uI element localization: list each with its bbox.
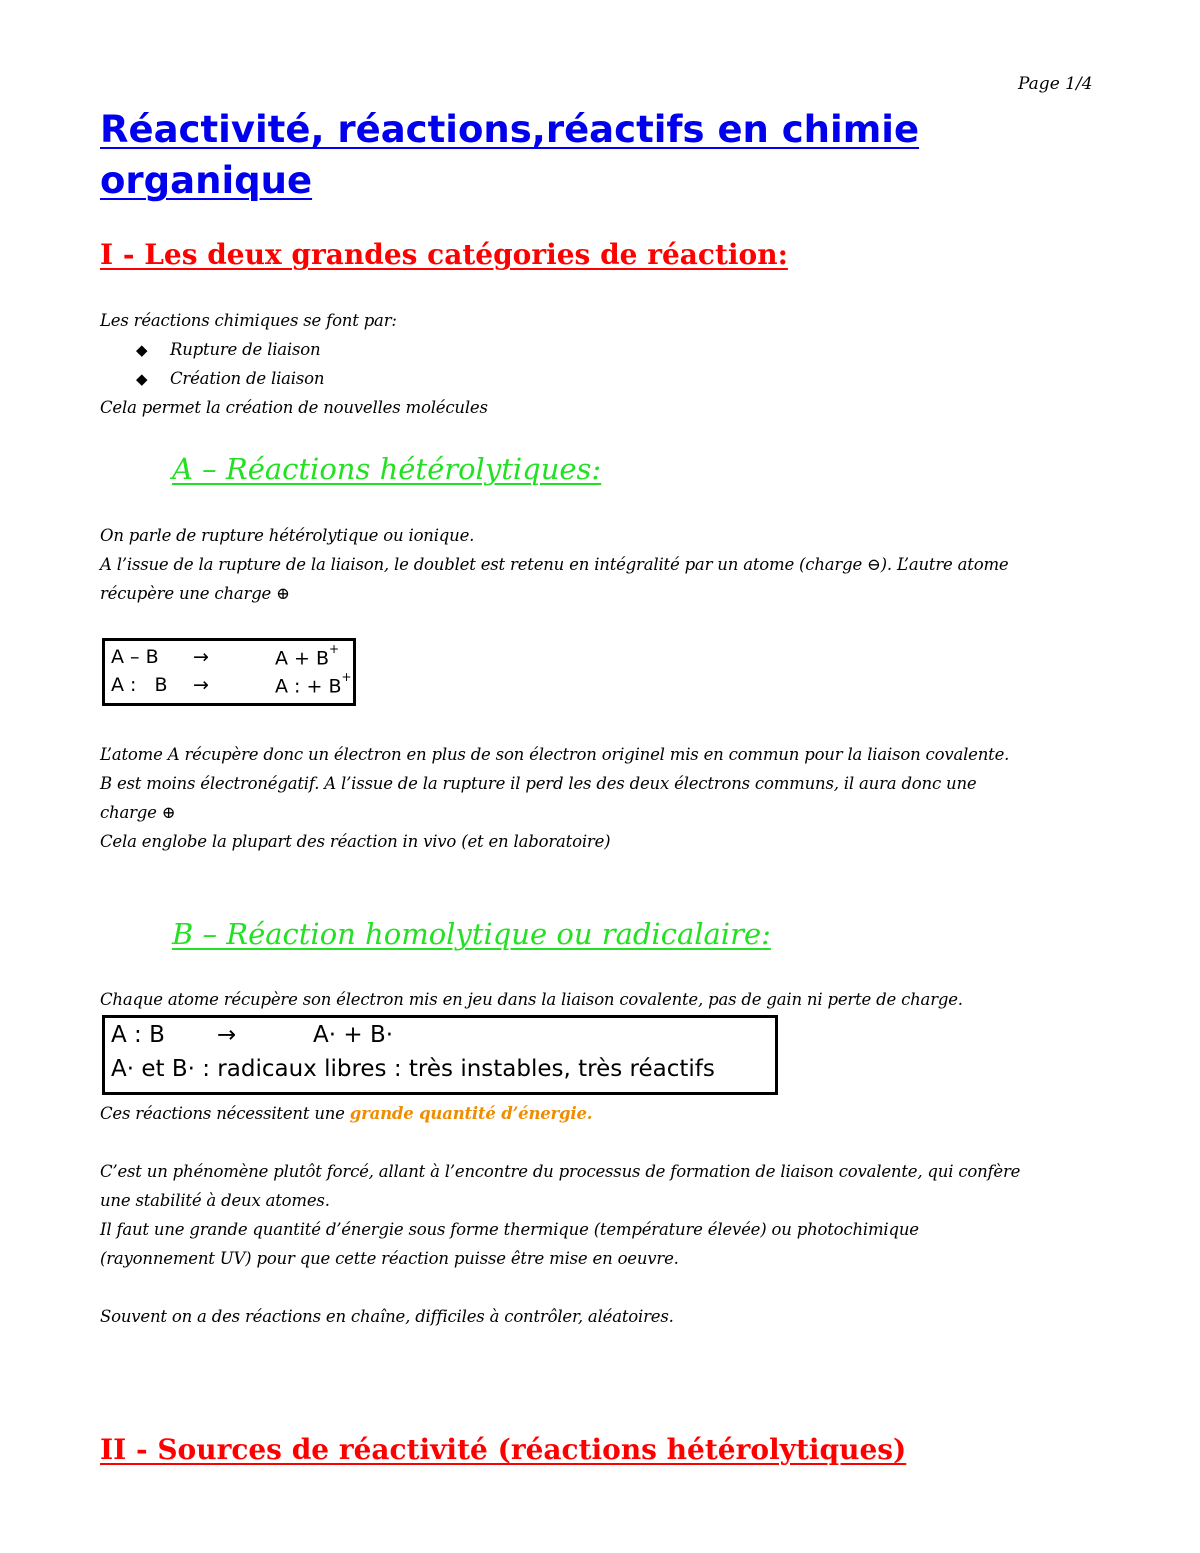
formula-row bbox=[105, 1056, 775, 1090]
list-item-label: Création de liaison bbox=[170, 369, 325, 388]
formula-lhs: A : B bbox=[111, 1022, 165, 1048]
formula-rhs-text: A + B bbox=[275, 647, 330, 670]
diamond-bullet-icon: ◆ bbox=[136, 370, 148, 388]
paragraph-text: Ces réactions nécessitent une bbox=[100, 1104, 350, 1123]
paragraph: une stabilité à deux atomes. bbox=[100, 1191, 330, 1210]
list-item bbox=[136, 335, 320, 365]
diamond-bullet-icon: ◆ bbox=[136, 341, 148, 359]
arrow-icon: → bbox=[193, 646, 209, 668]
paragraph: On parle de rupture hétérolytique ou ionique. bbox=[100, 526, 475, 545]
energy-highlight: grande quantité d’énergie. bbox=[349, 1104, 593, 1123]
paragraph bbox=[100, 1099, 592, 1128]
heterolytic-formula-box bbox=[102, 638, 356, 706]
section-2-heading: II - Sources de réactivité (réactions hétérolytiques) bbox=[100, 1433, 907, 1466]
intro-text: Les réactions chimiques se font par: bbox=[100, 311, 397, 330]
formula-row bbox=[105, 670, 353, 702]
section-1-heading: I - Les deux grandes catégories de réaction: bbox=[100, 238, 788, 271]
charge-superscript: + bbox=[341, 670, 352, 684]
formula-rhs: A· + B· bbox=[313, 1022, 394, 1048]
list-item-label: Rupture de liaison bbox=[170, 340, 321, 359]
formula-lhs: A – B bbox=[111, 646, 159, 668]
formula-description: A· et B· : radicaux libres : très instables, très réactifs bbox=[111, 1056, 715, 1082]
formula-rhs bbox=[275, 642, 340, 670]
paragraph: A l’issue de la rupture de la liaison, le doublet est retenu en intégralité par un atome (charge ⊖). L’autre atome bbox=[100, 555, 1009, 574]
subsection-a-heading: A – Réactions hétérolytiques: bbox=[172, 452, 602, 486]
formula-row bbox=[105, 1022, 775, 1056]
arrow-icon: → bbox=[193, 674, 209, 696]
arrow-icon: → bbox=[217, 1022, 237, 1048]
paragraph: charge ⊕ bbox=[100, 803, 176, 822]
formula-rhs bbox=[275, 670, 352, 698]
paragraph: L’atome A récupère donc un électron en plus de son électron originel mis en commun pour la liaison covalente. bbox=[100, 745, 1010, 764]
formula-lhs: A : B bbox=[111, 674, 168, 696]
paragraph: Souvent on a des réactions en chaîne, difficiles à contrôler, aléatoires. bbox=[100, 1307, 674, 1326]
homolytic-formula-box bbox=[102, 1015, 778, 1095]
charge-superscript: + bbox=[329, 642, 340, 656]
paragraph: C’est un phénomène plutôt forcé, allant à l’encontre du processus de formation de liaison covalente, qui confère bbox=[100, 1162, 1021, 1181]
paragraph: B est moins électronégatif. A l’issue de la rupture il perd les des deux électrons communs, il aura donc une bbox=[100, 774, 977, 793]
paragraph: Chaque atome récupère son électron mis en jeu dans la liaison covalente, pas de gain ni perte de charge. bbox=[100, 990, 963, 1009]
page-number: Page 1/4 bbox=[1018, 74, 1093, 94]
paragraph: Cela englobe la plupart des réaction in vivo (et en laboratoire) bbox=[100, 832, 611, 851]
document-title: Réactivité, réactions,réactifs en chimie organique bbox=[100, 108, 920, 202]
outro-text: Cela permet la création de nouvelles molécules bbox=[100, 398, 488, 417]
paragraph: Il faut une grande quantité d’énergie sous forme thermique (température élevée) ou photochimique bbox=[100, 1220, 919, 1239]
formula-row bbox=[105, 642, 353, 674]
paragraph: (rayonnement UV) pour que cette réaction puisse être mise en oeuvre. bbox=[100, 1249, 679, 1268]
paragraph: récupère une charge ⊕ bbox=[100, 584, 290, 603]
subsection-b-heading: B – Réaction homolytique ou radicalaire: bbox=[172, 917, 771, 951]
formula-rhs-text: A : + B bbox=[275, 675, 342, 698]
list-item bbox=[136, 364, 324, 394]
